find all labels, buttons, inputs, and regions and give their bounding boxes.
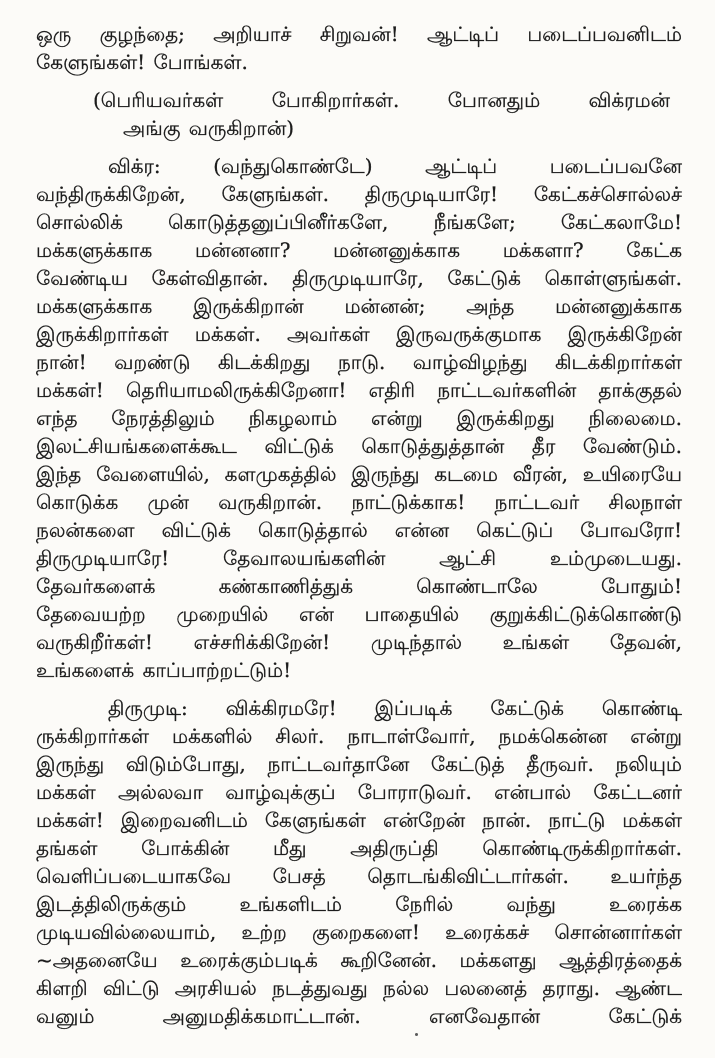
text-line: நலன்களை விட்டுக் கொடுத்தால் என்ன கெட்டுப் போவரோ! <box>36 518 682 542</box>
text-line: (பெரியவர்கள் போகிறார்கள். போனதும் விக்ரமன் <box>93 88 670 112</box>
text-line: வேண்டிய கேள்விதான். திருமுடியாரே, கேட்டுக் கொள்ளுங்கள். <box>36 266 682 290</box>
text-line: இருக்கிறார்கள் மக்கள். அவர்கள் இருவருக்குமாக இருக்கிறேன் <box>36 322 682 346</box>
text-line: திருமுடியாரே! தேவாலயங்களின் ஆட்சி உம்முடையது. <box>36 546 682 570</box>
paragraph-opening <box>36 20 682 76</box>
text-line: கேளுங்கள்! போங்கள். <box>36 50 248 74</box>
text-line: நான்! வறண்டு கிடக்கிறது நாடு. வாழ்விழந்து கிடக்கிறார்கள் <box>36 350 682 374</box>
text-line: மக்கள் அல்லவா வாழ்வுக்குப் போராடுவர். என்பால் கேட்டனர் <box>36 780 682 804</box>
text-line: தங்கள் போக்கின் மீது அதிருப்தி கொண்டிருக்கிறார்கள். <box>36 836 682 860</box>
text-line: தேவர்களைக் கண்காணித்துக் கொண்டாலே போதும்! <box>36 574 682 598</box>
text-line: ~அதனையே உரைக்கும்படிக் கூறினேன். மக்களது ஆத்திரத்தைக் <box>36 948 682 972</box>
text-line: அங்கு வருகிறான்) <box>123 116 295 140</box>
scan-artifact-dot <box>415 1033 418 1036</box>
text-line: மக்களுக்காக இருக்கிறான் மன்னன்; அந்த மன்னனுக்காக <box>36 294 682 318</box>
text-line: இந்த வேளையில், களமுகத்தில் இருந்து கடமை வீரன், உயிரையே <box>36 462 682 486</box>
text-line: உங்களைக் காப்பாற்றட்டும்! <box>36 658 292 682</box>
text-line: மக்கள்! தெரியாமலிருக்கிறேனா! எதிரி நாட்டவர்களின் தாக்குதல் <box>36 378 682 402</box>
text-line: இருந்து விடும்போது, நாட்டவர்தானே கேட்டுத் தீருவர். நலியும் <box>36 752 682 776</box>
text-line: வெளிப்படையாகவே பேசத் தொடங்கிவிட்டார்கள். உயர்ந்த <box>36 864 682 888</box>
text-line: முடியவில்லையாம், உற்ற குறைகளை! உரைக்கச் சொன்னார்கள் <box>36 920 682 944</box>
text-line: இடத்திலிருக்கும் உங்களிடம் நேரில் வந்து உரைக்க <box>36 892 682 916</box>
text-line: சொல்லிக் கொடுத்தனுப்பினீர்களே, நீங்களே; கேட்கலாமே! <box>36 210 682 234</box>
text-line: வந்திருக்கிறேன், கேளுங்கள். திருமுடியாரே! கேட்கச்சொல்லச் <box>36 182 682 206</box>
text-line: ருக்கிறார்கள் மக்களில் சிலர். நாடாள்வோர், நமக்கென்ன என்று <box>36 724 682 748</box>
dialogue-thirumudi <box>36 694 682 1030</box>
stage-direction <box>36 86 682 142</box>
text-line: வருகிறீர்கள்! எச்சரிக்கிறேன்! முடிந்தால் உங்கள் தேவன், <box>36 630 682 654</box>
text-line: மக்களுக்காக மன்னனா? மன்னனுக்காக மக்களா? கேட்க <box>36 238 682 262</box>
text-line: இலட்சியங்களைக்கூட விட்டுக் கொடுத்துத்தான் தீர வேண்டும். <box>36 434 682 458</box>
text-line: விக்ர: (வந்துகொண்டே) ஆட்டிப் படைப்பவனே <box>108 154 682 178</box>
text-block <box>36 20 682 1030</box>
text-line: மக்கள்! இறைவனிடம் கேளுங்கள் என்றேன் நான். நாட்டு மக்கள் <box>36 808 682 832</box>
dialogue-vikra <box>36 152 682 684</box>
text-line: வனும் அனுமதிக்கமாட்டான். எனவேதான் கேட்டுக் <box>36 1004 682 1028</box>
text-line: எந்த நேரத்திலும் நிகழலாம் என்று இருக்கிறது நிலைமை. <box>36 406 682 430</box>
text-line: கிளறி விட்டு அரசியல் நடத்துவது நல்ல பலனைத் தராது. ஆண்ட <box>36 976 682 1000</box>
text-line: தேவையற்ற முறையில் என் பாதையில் குறுக்கிட்டுக்கொண்டு <box>36 602 682 626</box>
text-line: திருமுடி: விக்கிரமரே! இப்படிக் கேட்டுக் கொண்டி <box>108 696 682 720</box>
text-line: கொடுக்க முன் வருகிறான். நாட்டுக்காக! நாட்டவர் சிலநாள் <box>36 490 682 514</box>
text-line: ஒரு குழந்தை; அறியாச் சிறுவன்! ஆட்டிப் படைப்பவனிடம் <box>36 22 682 46</box>
